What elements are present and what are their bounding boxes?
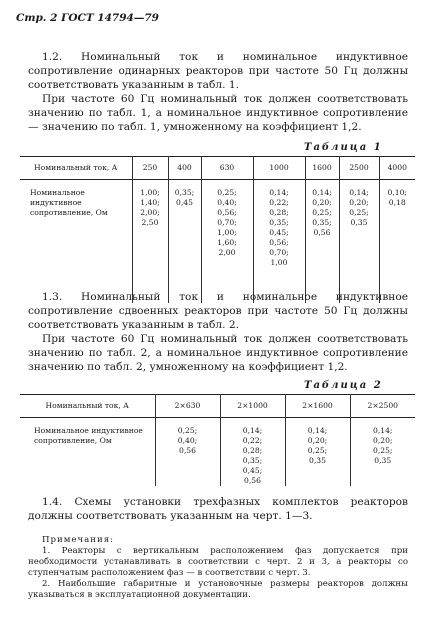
table-cell-value: 1,40; (140, 198, 160, 207)
table-cell-value: 0,56; (269, 238, 289, 247)
table-cell-value: 0,20; (307, 436, 328, 445)
table-cell-value: 0,25; (312, 208, 332, 217)
table1-col: 1000 (253, 157, 305, 180)
paragraph-1-3b (28, 332, 408, 374)
notes-block (28, 535, 408, 601)
table-cell-value: 0,22; (242, 436, 263, 445)
table-cell-value: 1,00 (270, 258, 288, 267)
table2-body-row (20, 418, 415, 487)
table-cell-value: 0,14; (307, 426, 328, 435)
table-cell-value: 0,14; (373, 426, 393, 435)
table1-col: 4000 (379, 157, 415, 180)
table-cell-value: 0,20; (349, 198, 369, 207)
table-cell-value: 0,35; (269, 218, 289, 227)
table2-cell (155, 418, 220, 487)
table2-col: 2×630 (155, 395, 220, 418)
table-cell-value: 0,14; (312, 188, 332, 197)
table1-cell (253, 180, 305, 304)
table-cell-value: 0,35; (174, 188, 195, 197)
note-2: 2. Наибольшие габаритные и установочные размеры реакторов должны указываться в эксплуатационной документации. (28, 579, 408, 600)
table-2 (20, 394, 415, 486)
table-cell-value: 0,70; (217, 218, 237, 227)
note-1: 1. Реакторы с вертикальным расположением фаз допускается при необходимости устанавливать в соответствии с черт. 2 и 3, а реакторы со ступенчатым расположением фаз — в соответствии с черт. 3. (28, 546, 408, 578)
table-cell-value: 0,35; (242, 456, 263, 465)
table-cell-value: 0,22; (269, 198, 289, 207)
table1-col: 2500 (339, 157, 379, 180)
table1-row-head: Номинальный ток, А (34, 163, 118, 172)
notes-title: Примечания: (42, 535, 115, 545)
table-cell-value: 0,56 (179, 446, 196, 455)
table1-caption: Таблица 1 (304, 142, 383, 153)
table-1 (20, 156, 415, 303)
table-cell-value: 2,50 (141, 218, 159, 227)
table-cell-value: 0,45; (242, 466, 263, 475)
table2-caption: Таблица 2 (304, 380, 383, 391)
table1-col: 250 (132, 157, 168, 180)
table-cell-value: 0,56 (313, 228, 331, 237)
table-cell-value: 0,28; (242, 446, 263, 455)
paragraph-1-2-text: 1.2. Номинальный ток и номинальное индуктивное сопротивление одинарных реакторов при частоте 50 Гц должны соответствовать указанным в табл. 1. (28, 51, 408, 91)
table2-header-row (20, 395, 415, 418)
table-cell-value: 0,25; (307, 446, 328, 455)
table-cell-value: 0,25; (349, 208, 369, 217)
table-cell-value: 1,60; (217, 238, 237, 247)
table-cell-value: 0,40; (217, 198, 237, 207)
table-cell-value: 2,00 (218, 248, 236, 257)
table-cell-value: 0,45; (269, 228, 289, 237)
table-cell-value: 1,00; (140, 188, 160, 197)
table2-row-head: Номинальный ток, А (45, 401, 129, 410)
table-cell-value: 0,14; (349, 188, 369, 197)
table1-col: 1600 (305, 157, 339, 180)
table2-cell (220, 418, 285, 487)
table1-col: 630 (201, 157, 253, 180)
paragraph-1-4 (28, 495, 408, 523)
table-cell-value: 0,56 (244, 476, 261, 485)
paragraph-1-4-text: 1.4. Схемы установки трехфазных комплектов реакторов должны соответствовать указанным на черт. 1—3. (28, 496, 408, 522)
table-cell-value: 0,40; (177, 436, 198, 445)
table-cell-value: 0,25; (177, 426, 198, 435)
table-cell-value: 0,20; (373, 436, 393, 445)
table2-col: 2×2500 (350, 395, 415, 418)
page-header: Стр. 2 ГОСТ 14794—79 (16, 12, 159, 24)
table1-cell (168, 180, 201, 304)
table-cell-value: 0,25; (217, 188, 237, 197)
table2-col: 2×1000 (220, 395, 285, 418)
table1-cell (305, 180, 339, 304)
paragraph-1-3-text: 1.3. Номинальный ток и номинальное индуктивное сопротивление сдвоенных реакторов при частоте 50 Гц должны соответствовать указанным в табл. 2. (28, 291, 408, 331)
table-cell-value: 0,28; (269, 208, 289, 217)
table1-body-row (20, 180, 415, 304)
paragraph-1-2b-text: При частоте 60 Гц номинальный ток должен соответствовать значению по табл. 1, а номинальное индуктивное сопротивление — значению по табл. 1, умноженному на коэффициент 1,2. (28, 93, 408, 133)
table2-col: 2×1600 (285, 395, 350, 418)
table-cell-value: 0,35; (312, 218, 332, 227)
paragraph-1-3b-text: При частоте 60 Гц номинальный ток должен соответствовать значению по табл. 2, а номинальное индуктивное сопротивление значению по табл. 2, умноженному на коэффициент 1,2. (28, 333, 408, 373)
table-cell-value: 0,18 (388, 198, 406, 207)
table-cell-value: 0,20; (312, 198, 332, 207)
table-cell-value: 0,35 (374, 456, 392, 465)
table-cell-value: 2,00; (140, 208, 160, 217)
table2-cell (285, 418, 350, 487)
table-cell-value: 0,14; (242, 426, 263, 435)
table-cell-value: 0,14; (269, 188, 289, 197)
paragraph-1-2b (28, 92, 408, 134)
table-cell-value: 0,70; (269, 248, 289, 257)
table-cell-value: 0,10; (387, 188, 407, 197)
table2-row-label: Номинальное индуктивное сопротивление, Ом (34, 426, 143, 445)
table1-row-label: Номинальное индуктивное сопротивление, Ом (30, 188, 108, 217)
paragraph-1-3 (28, 290, 408, 332)
table-cell-value: 0,35 (350, 218, 368, 227)
table1-cell (132, 180, 168, 304)
table2-cell (350, 418, 415, 487)
table-cell-value: 0,56; (217, 208, 237, 217)
paragraph-1-2 (28, 50, 408, 92)
table-cell-value: 0,25; (373, 446, 393, 455)
table1-cell (201, 180, 253, 304)
table-cell-value: 0,35 (309, 456, 326, 465)
table1-cell (379, 180, 415, 304)
table1-col: 400 (168, 157, 201, 180)
table1-header-row (20, 157, 415, 180)
table-cell-value: 1,00; (217, 228, 237, 237)
table1-cell (339, 180, 379, 304)
table-cell-value: 0,45 (176, 198, 193, 207)
